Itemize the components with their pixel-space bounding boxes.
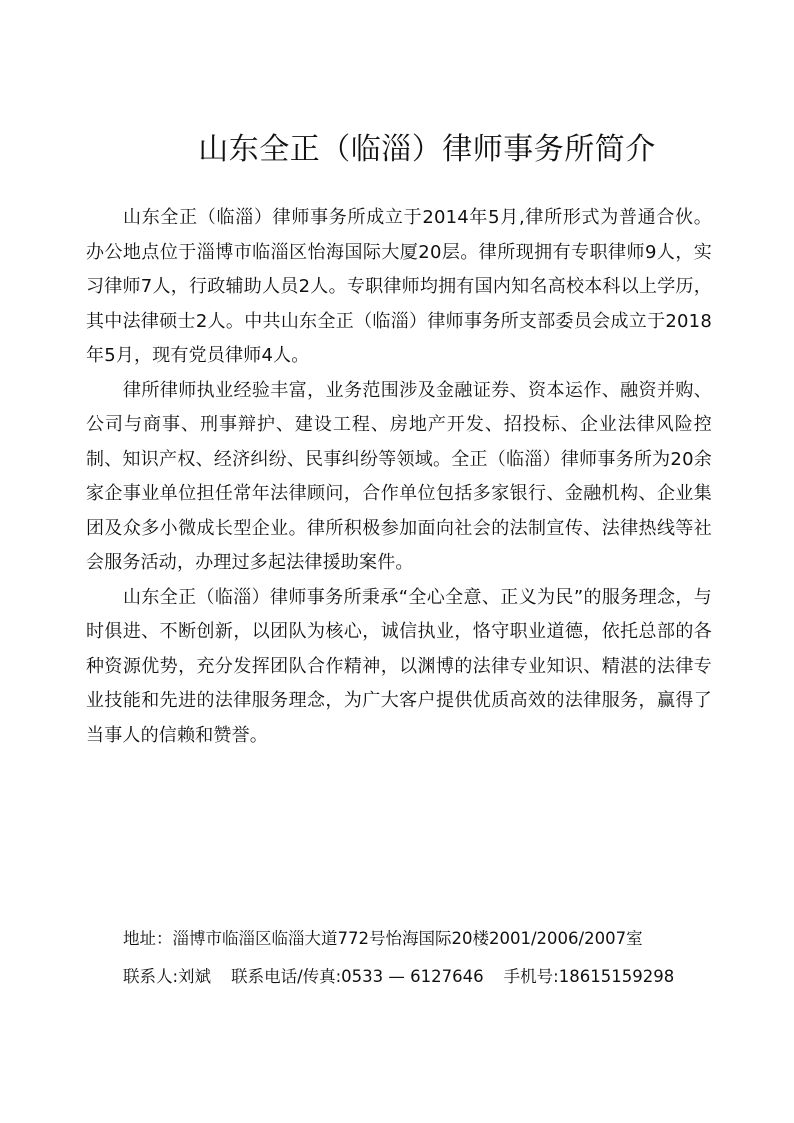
document-title: 山东全正（临淄）律师事务所简介 bbox=[198, 132, 656, 168]
contact-phone-fax: 联系电话/传真:0533 — 6127646 bbox=[231, 967, 484, 986]
contact-mobile: 手机号:18615159298 bbox=[503, 967, 675, 986]
contact-block bbox=[123, 920, 743, 996]
paragraph-intro: 山东全正（临淄）律师事务所成立于2014年5月,律所形式为普通合伙。办公地点位于淄博市临淄区怡海国际大厦20层。律所现拥有专职律师9人，实习律师7人，行政辅助人员2人。专职律师均拥有国内知名高校本科以上学历，其中法律硕士2人。中共山东全正（临淄）律师事务所支部委员会成立于2018年5月，现有党员律师4人。 bbox=[86, 207, 712, 366]
contact-person: 联系人:刘斌 bbox=[123, 967, 212, 986]
paragraph-philosophy: 山东全正（临淄）律师事务所秉承“全心全意、正义为民”的服务理念，与时俱进、不断创新，以团队为核心，诚信执业，恪守职业道德，依托总部的各种资源优势，充分发挥团队合作精神，以渊博的法律专业知识、精湛的法律专业技能和先进的法律服务理念，为广大客户提供优质高效的法律服务，赢得了当事人的信赖和赞誉。 bbox=[86, 586, 712, 746]
document-body bbox=[86, 201, 712, 753]
contact-details-line bbox=[123, 958, 743, 996]
paragraph-experience: 律所律师执业经验丰富，业务范围涉及金融证券、资本运作、融资并购、公司与商事、刑事辩护、建设工程、房地产开发、招投标、企业法律风险控制、知识产权、经济纠纷、民事纠纷等领域。全正（临淄）律师事务所为20余家企事业单位担任常年法律顾问，合作单位包括多家银行、金融机构、企业集团及众多小微成长型企业。律所积极参加面向社会的法制宣传、法律热线等社会服务活动，办理过多起法律援助案件。 bbox=[86, 379, 712, 573]
contact-address: 地址：淄博市临淄区临淄大道772号怡海国际20楼2001/2006/2007室 bbox=[123, 929, 643, 948]
